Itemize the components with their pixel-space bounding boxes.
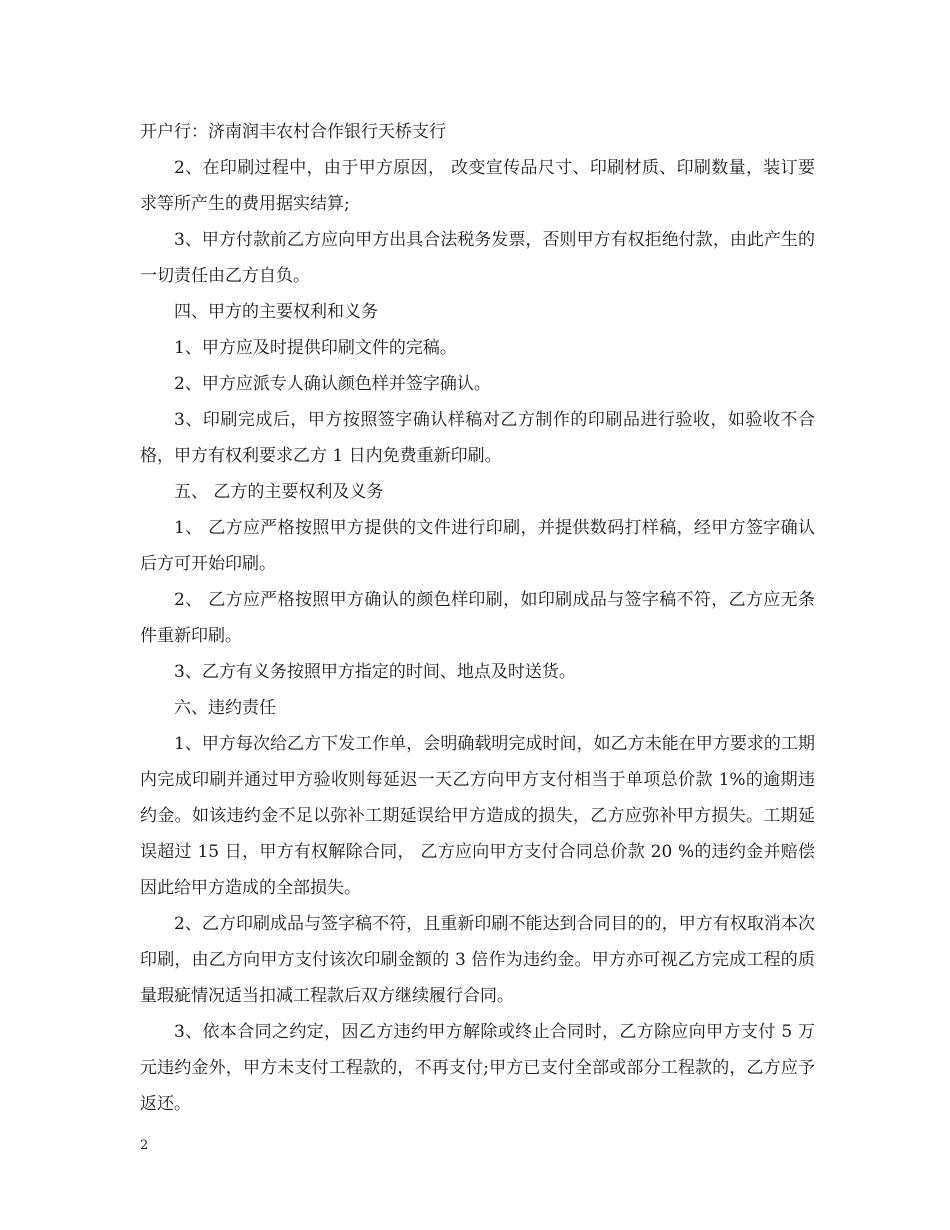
section-heading: 六、违约责任: [174, 698, 276, 718]
section-heading: 四、甲方的主要权利和义务: [174, 302, 378, 322]
paragraph-clause: 2、乙方印刷成品与签字稿不符，且重新印刷不能达到合同目的的，甲方有权取消本次印刷，由乙方向甲方支付该次印刷金额的 3 倍作为违约金。甲方亦可视乙方完成工程的质量瑕疵情况适当扣减工程款后双方继续履行合同。: [140, 914, 815, 1006]
page-number: 2: [140, 1138, 149, 1153]
document-body: [140, 114, 815, 1122]
paragraph-clause: 3、依本合同之约定，因乙方违约甲方解除或终止合同时，乙方除应向甲方支付 5 万元违约金外，甲方未支付工程款的，不再支付;甲方已支付全部或部分工程款的，乙方应予返还。: [140, 1022, 815, 1114]
paragraph-bank: 开户行：济南润丰农村合作银行天桥支行: [140, 122, 446, 142]
paragraph-clause: 2、甲方应派专人确认颜色样并签字确认。: [174, 374, 491, 394]
paragraph-clause: 1、甲方应及时提供印刷文件的完稿。: [174, 338, 457, 358]
paragraph-clause: 2、在印刷过程中，由于甲方原因， 改变宣传品尺寸、印刷材质、印刷数量，装订要求等所产生的费用据实结算;: [140, 158, 815, 214]
paragraph-clause: 1、 乙方应严格按照甲方提供的文件进行印刷，并提供数码打样稿，经甲方签字确认后方可开始印刷。: [140, 518, 815, 574]
paragraph-clause: 1、甲方每次给乙方下发工作单，会明确载明完成时间，如乙方未能在甲方要求的工期内完成印刷并通过甲方验收则每延迟一天乙方向甲方支付相当于单项总价款 1%的逾期违约金。如该违约金不足以弥补工期延误给甲方造成的损失，乙方应弥补甲方损失。工期延误超过 15 日，甲方有权解除合同， 乙方应向甲方支付合同总价款 20 %的违约金并赔偿因此给甲方造成的全部损失。: [140, 734, 815, 898]
paragraph-clause: 3、印刷完成后，甲方按照签字确认样稿对乙方制作的印刷品进行验收，如验收不合格，甲方有权利要求乙方 1 日内免费重新印刷。: [140, 410, 815, 466]
section-heading: 五、 乙方的主要权利及义务: [174, 482, 384, 502]
paragraph-clause: 3、甲方付款前乙方应向甲方出具合法税务发票，否则甲方有权拒绝付款，由此产生的一切责任由乙方自负。: [140, 230, 815, 286]
paragraph-clause: 3、乙方有义务按照甲方指定的时间、地点及时送货。: [174, 662, 576, 682]
paragraph-clause: 2、 乙方应严格按照甲方确认的颜色样印刷，如印刷成品与签字稿不符，乙方应无条件重新印刷。: [140, 590, 815, 646]
